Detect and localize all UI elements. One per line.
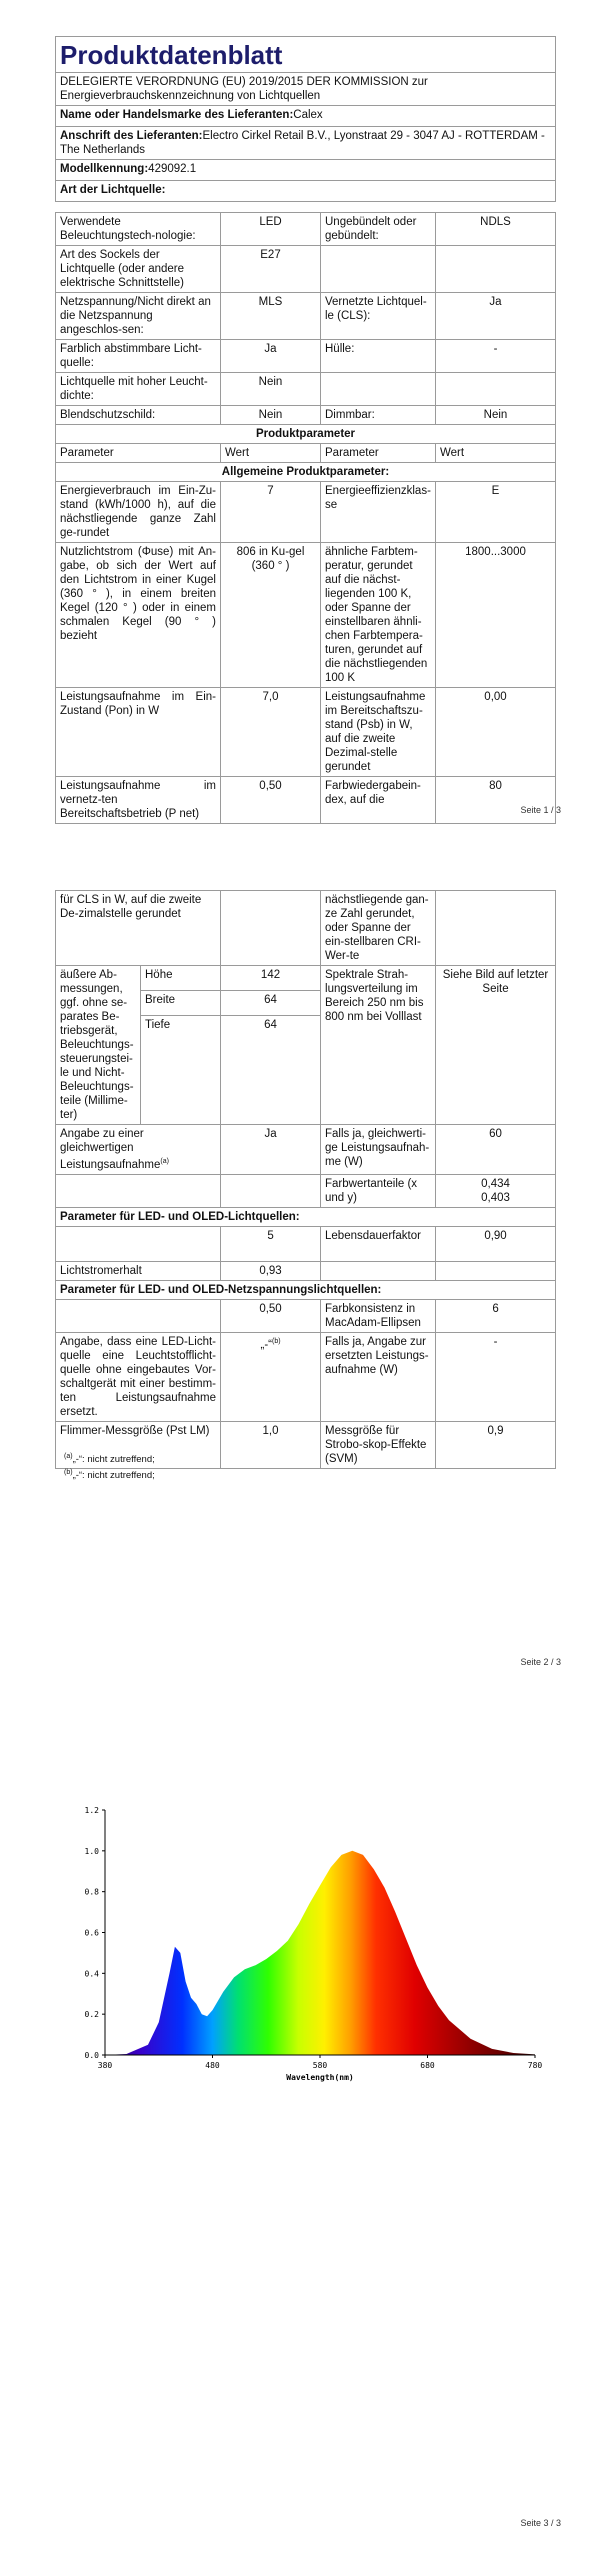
y-tick-label: 1.0 [84,1846,99,1856]
x-tick-label: 680 [420,2061,435,2070]
supplier-name-label: Name oder Handelsmarke des Lieferanten: [60,109,294,121]
product-parameters-heading: Produktparameter [56,425,556,444]
table-row: Lichtquelle mit hoher Leucht-dichte: Nein [56,373,556,406]
table-row: Energieverbrauch im Ein-Zu-stand (kWh/1000 h), auf die nächstliegende ganze Zahl ge-rundet 7 Energieeffizienzklas-se E [56,482,556,543]
table-row: Verwendete Beleuchtungstech-nologie: LED Ungebündelt oder gebündelt: NDLS [56,213,556,246]
x-axis-label: Wavelength(nm) [286,2073,354,2082]
page-number: Seite 1 / 3 [520,805,561,815]
light-source-type-table [55,212,556,824]
table-row: Farblich abstimmbare Licht-quelle: Ja Hülle: - [56,340,556,373]
page-number: Seite 3 / 3 [520,2518,561,2528]
table-row: Blendschutzschild: Nein Dimmbar: Nein [56,406,556,425]
y-tick-label: 0.2 [84,2010,99,2020]
supplier-address-label: Anschrift des Lieferanten: [60,130,203,142]
x-tick-label: 780 [527,2061,543,2070]
model-value: 429092.1 [148,163,197,175]
page-1 [0,0,613,840]
spectral-distribution-chart [0,1800,613,2140]
y-tick-label: 0.4 [84,1969,99,1979]
light-source-type-label: Art der Lichtquelle: [56,181,556,202]
regulation-text: DELEGIERTE VERORDNUNG (EU) 2019/2015 DER KOMMISSION zur Energieverbrauchskennzeichnung von Lichtquellen [56,73,556,106]
x-tick-label: 380 [97,2061,113,2070]
table-row: für CLS in W, auf die zweite De-zimalstelle gerundet nächstliegende gan-ze Zahl gerundet, oder Spanne der ein-stellbaren CRI-Wer-te [56,891,556,966]
footnote-b: $^{(b)}$„-“: nicht zutreffend; [64,1469,155,1482]
table-row: Leistungsaufnahme im vernetz-ten Bereitschaftsbetrieb (P net) 0,50 Farbwiedergabein-dex, auf die 80 [56,777,556,824]
page-title: Produktdatenblatt [60,40,283,70]
table-row: Lichtstromerhalt 0,93 [56,1261,556,1280]
dimensions-label: äußere Ab-messungen, ggf. ohne se-parates Be-triebsgerät, Beleuchtungs-steuerungstei-le und Nicht-Beleuchtungs-teile (Millime-ter) [56,966,141,1125]
y-tick-label: 0.6 [84,1928,99,1938]
table-row: Angabe zu einer gleichwertigen Leistungsaufnahme$^{(a)}$ Ja Falls ja, gleichwerti-ge Leistungsaufnah-me (W) 60 [56,1125,556,1175]
supplier-name-value: Calex [293,109,323,121]
page-3 [0,1740,613,2560]
page-number: Seite 2 / 3 [520,1657,561,1667]
table-row: 0,50 Farbkonsistenz in MacAdam-Ellipsen 6 [56,1299,556,1332]
parameters-table-continued [55,890,556,1469]
general-parameters-heading: Allgemeine Produktparameter: [56,463,556,482]
table-row: Flimmer-Messgröße (Pst LM) 1,0 Messgröße für Strobo-skop-Effekte (SVM) 0,9 [56,1421,556,1468]
table-header-row: Parameter Wert Parameter Wert [56,444,556,463]
table-row: Breite 64 [56,991,556,1016]
spectrum-area [105,1851,535,2055]
y-tick-label: 0.0 [84,2051,99,2060]
footnote-a: $^{(a)}$„-“: nicht zutreffend; [64,1453,155,1466]
table-row: äußere Ab-messungen, ggf. ohne se-parates Be-triebsgerät, Beleuchtungs-steuerungstei-le und Nicht-Beleuchtungs-teile (Millime-ter) Höhe 142 Spektrale Strah-lungsverteilung im Bereich 250 nm bis 800 nm bei Volllast Siehe Bild auf letzter Seite [56,966,556,991]
supplier-address-value: Electro Cirkel Retail B.V., Lyonstraat 29 - 3047 AJ - ROTTERDAM - The Netherlands [60,130,545,156]
x-tick-label: 580 [312,2061,328,2070]
page-2 [0,890,613,1690]
y-tick-label: 0.8 [84,1887,99,1897]
mains-parameters-heading: Parameter für LED- und OLED-Netzspannungslichtquellen: [56,1280,556,1299]
table-row: Netzspannung/Nicht direkt an die Netzspannung angeschlos-sen: MLS Vernetzte Lichtquel-le (CLS): Ja [56,293,556,340]
x-tick-label: 480 [205,2061,220,2070]
header-table [55,36,556,202]
table-row: Tiefe 64 [56,1016,556,1125]
model-label: Modellkennung: [60,163,149,175]
table-row: Art des Sockels der Lichtquelle (oder andere elektrische Schnittstelle) E27 [56,246,556,293]
y-tick-label: 1.2 [84,1806,99,1815]
table-row: Farbwertanteile (x und y) 0,434 0,403 [56,1174,556,1207]
led-parameters-heading: Parameter für LED- und OLED-Lichtquellen: [56,1207,556,1226]
table-row: Leistungsaufnahme im Ein-Zustand (Pon) in W 7,0 Leistungsaufnahme im Bereitschaftszu-stand (Psb) in W, auf die zweite Dezimal-stelle gerundet 0,00 [56,688,556,777]
table-row: Angabe, dass eine LED-Licht-quelle eine Leuchtstofflicht-quelle ohne eingebautes Vor-schaltgerät mit einer bestimm-ten Leistungsaufnahme ersetzt. „-“$^{(b)}$ Falls ja, Angabe zur ersetzten Leistungs-aufnahme (W) - [56,1332,556,1421]
table-row: Nutzlichtstrom (Φuse) mit An-gabe, ob sich der Wert auf den Lichtstrom in einer Kugel (360 ° ), in einem breiten Kegel (120 ° ) oder in einem schmalen Kegel (90 ° ) bezieht 806 in Ku-gel (360 ° ) ähnliche Farbtem-peratur, gerundet auf die nächst-liegenden 100 K, oder Spanne der einstellbaren ähnli-chen Farbtempera-turen, gerundet auf die nächstliegenden 100 K 1800...3000 [56,543,556,688]
table-row: 5 Lebensdauerfaktor 0,90 [56,1226,556,1261]
